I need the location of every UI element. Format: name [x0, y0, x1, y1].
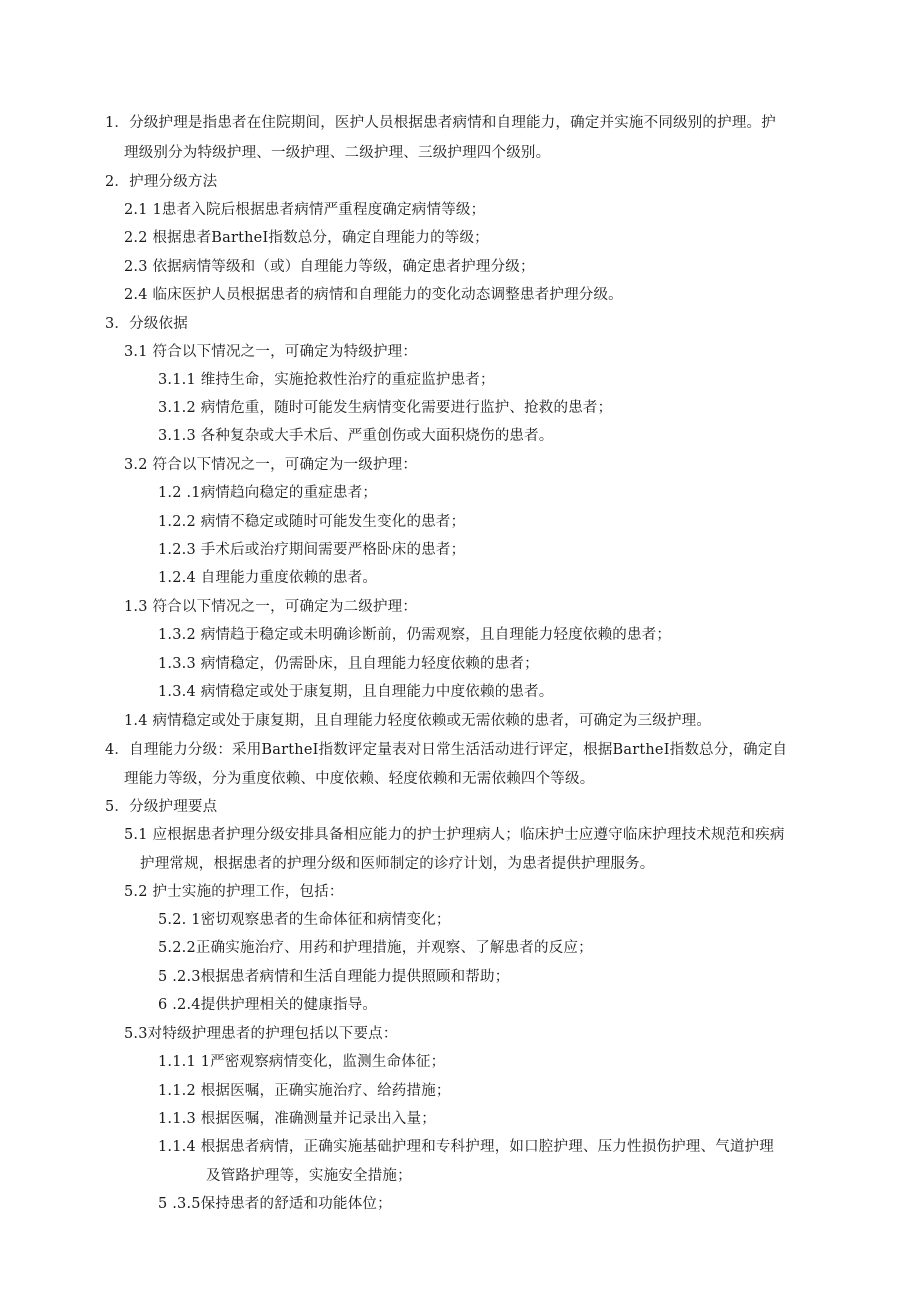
text-line-5-2-2: 5.2.2正确实施治疗、用药和护理措施，并观察、了解患者的反应； [158, 940, 593, 956]
text-line-3-1-1: 3.1.1 维持生命，实施抢救性治疗的重症监护患者； [158, 372, 495, 388]
text-line-5-2-1: 5.2. 1密切观察患者的生命体征和病情变化； [158, 912, 451, 928]
section-heading-5: 5．分级护理要点 [105, 799, 218, 815]
text-line-2-2: 2.2 根据患者BartheI指数总分，确定自理能力的等级； [124, 230, 489, 246]
text-line-1-3: 1.3 符合以下情况之一，可确定为二级护理： [124, 599, 418, 615]
text-line-1-2-4: 1.2.4 自理能力重度依赖的患者。 [158, 570, 378, 586]
section-heading-2: 2．护理分级方法 [105, 174, 218, 190]
text-line-1-1-1: 1.1.1 1严密观察病情变化，监测生命体征； [158, 1054, 446, 1070]
text-line-3-2: 3.2 符合以下情况之一，可确定为一级护理： [124, 457, 418, 473]
text-line-5-2-4: 6 .2.4提供护理相关的健康指导。 [158, 997, 378, 1013]
text-line-5-1-cont: 护理常规，根据患者的护理分级和医师制定的诊疗计划，为患者提供护理服务。 [140, 856, 655, 872]
section-heading-3: 3．分级依据 [105, 316, 188, 332]
text-line-2-1: 2.1 1患者入院后根据患者病情严重程度确定病情等级； [124, 202, 486, 218]
text-line-5-3: 5.3对特级护理患者的护理包括以下要点： [124, 1026, 398, 1042]
text-line-1-1-2: 1.1.2 根据医嘱，正确实施治疗、给药措施； [158, 1083, 451, 1099]
text-line-3-1-2: 3.1.2 病情危重，随时可能发生病情变化需要进行监护、抢救的患者； [158, 400, 613, 416]
text-line-1-1-4: 1.1.4 根据患者病情，正确实施基础护理和专科护理，如口腔护理、压力性损伤护理、气道护理 [158, 1139, 774, 1155]
section-heading-4: 4．自理能力分级：采用BartheI指数评定量表对日常生活活动进行评定，根据BartheI指数总分，确定自 [105, 742, 788, 758]
text-line-1-1-3: 1.1.3 根据医嘱，准确测量并记录出入量； [158, 1111, 436, 1127]
text-line-1-2-3: 1.2.3 手术后或治疗期间需要严格卧床的患者； [158, 542, 466, 558]
text-line-2-3: 2.3 依据病情等级和（或）自理能力等级，确定患者护理分级； [124, 259, 535, 275]
text-line-5-2: 5.2 护士实施的护理工作，包括： [124, 884, 344, 900]
text-line-2: 理级别分为特级护理、一级护理、二级护理、三级护理四个级别。 [124, 145, 551, 161]
text-line-1-1-4-cont: 及管路护理等，实施安全措施； [206, 1168, 412, 1184]
text-line-1: 1．分级护理是指患者在住院期间，医护人员根据患者病情和自理能力，确定并实施不同级别的护理。护 [105, 115, 776, 131]
text-line-3-1: 3.1 符合以下情况之一，可确定为特级护理： [124, 344, 418, 360]
text-line-3-1-3: 3.1.3 各种复杂或大手术后、严重创伤或大面积烧伤的患者。 [158, 428, 554, 444]
text-line-1-3-2: 1.3.2 病情趋于稳定或未明确诊断前，仍需观察，且自理能力轻度依赖的患者； [158, 627, 672, 643]
text-line-5-1: 5.1 应根据患者护理分级安排具备相应能力的护士护理病人；临床护士应遵守临床护理技术规范和疾病 [124, 827, 785, 843]
text-line-1-4: 1.4 病情稳定或处于康复期，且自理能力轻度依赖或无需依赖的患者，可确定为三级护理。 [124, 713, 712, 729]
text-line-1-2-2: 1.2.2 病情不稳定或随时可能发生变化的患者； [158, 514, 466, 530]
text-line-4-cont: 理能力等级，分为重度依赖、中度依赖、轻度依赖和无需依赖四个等级。 [124, 771, 595, 787]
text-line-5-2-3: 5 .2.3根据患者病情和生活自理能力提供照顾和帮助； [158, 969, 510, 985]
text-line-1-3-4: 1.3.4 病情稳定或处于康复期，且自理能力中度依赖的患者。 [158, 684, 554, 700]
text-line-2-4: 2.4 临床医护人员根据患者的病情和自理能力的变化动态调整患者护理分级。 [124, 287, 623, 303]
text-line-1-2-1: 1.2 .1病情趋向稳定的重症患者； [158, 485, 378, 501]
text-line-1-3-3: 1.3.3 病情稳定，仍需卧床，且自理能力轻度依赖的患者； [158, 656, 539, 672]
text-line-5-3-5: 5 .3.5保持患者的舒适和功能体位； [158, 1196, 392, 1212]
